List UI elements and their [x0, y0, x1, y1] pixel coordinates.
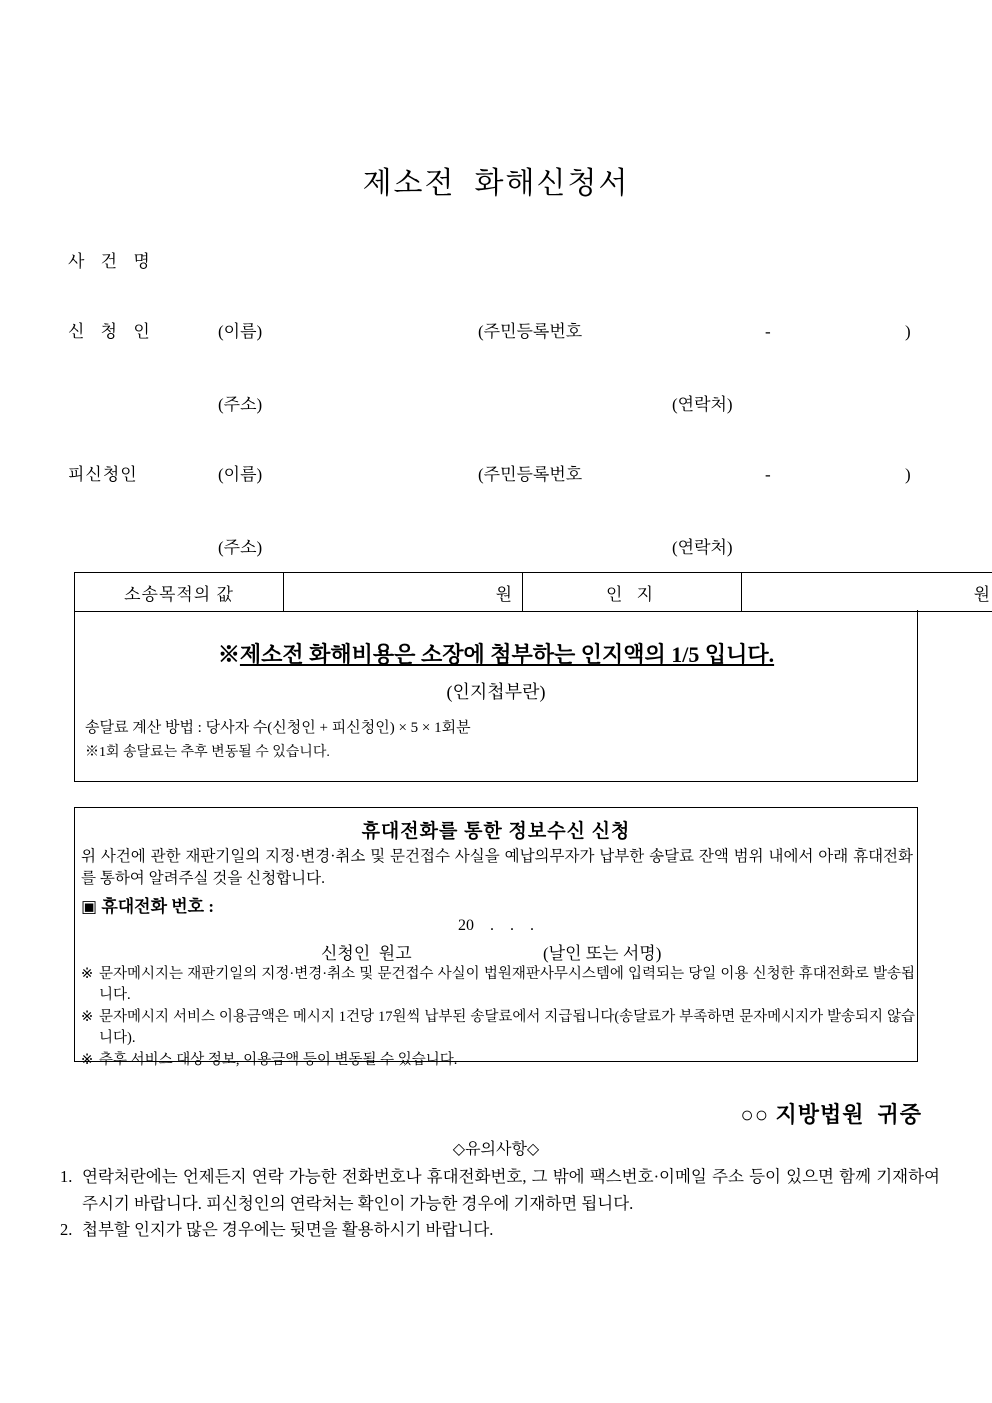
respondent-contact-label: (연락처) — [672, 538, 733, 557]
phone-number-label: 휴대전화 번호 : — [101, 897, 215, 916]
date-line[interactable]: 20 . . . — [458, 917, 534, 934]
caution-number: 2. — [60, 1220, 73, 1240]
sms-notes-list — [81, 964, 915, 1072]
list-item — [81, 1050, 915, 1071]
stamp-attach-box — [74, 610, 918, 782]
sms-box-body: 위 사건에 관한 재판기일의 지정·변경·취소 및 문건접수 사실을 예납의무자가 납부한 송달료 잔액 범위 내에서 아래 휴대전화를 통하여 알려주실 것을 신청합니다. — [81, 848, 913, 887]
sms-notification-box — [74, 807, 918, 1069]
note-text: 문자메시지 서비스 이용금액은 메시지 1건당 17원씩 납부된 송달료에서 지급됩니다(송달료가 부족하면 문자메시지가 발송되지 않습니다). — [99, 1009, 915, 1047]
cautions-title: ◇유의사항◇ — [452, 1141, 540, 1158]
note-mark-icon: ※ — [81, 1009, 94, 1026]
applicant-role-label: 신 청 인 — [68, 322, 156, 341]
suit-value-unit: 원 — [495, 584, 512, 604]
applicant-name-label: (이름) — [218, 322, 263, 341]
note-text: 추후 서비스 대상 정보, 이용금액 등이 변동될 수 있습니다. — [99, 1052, 458, 1069]
delivery-fee-formula: 송달료 계산 방법 : 당사자 수(신청인 + 피신청인) × 5 × 1회분 — [85, 720, 471, 736]
note-mark-icon: ※ — [81, 966, 94, 982]
stamp-fee-notice — [75, 638, 917, 669]
list-item — [81, 964, 915, 1006]
applicant-contact-label: (연락처) — [672, 395, 733, 414]
checkbox-filled-icon[interactable]: ▣ — [81, 897, 98, 916]
page-title: 제소전 화해신청서 — [362, 167, 630, 200]
signature-label: (날인 또는 서명) — [543, 944, 662, 963]
notice-text: 제소전 화해비용은 소장에 첨부하는 인지액의 1/5 입니다. — [239, 642, 775, 667]
respondent-name-label: (이름) — [218, 465, 263, 484]
cautions-list — [60, 1164, 940, 1244]
delivery-fee-note: ※1회 송달료는 추후 변동될 수 있습니다. — [85, 745, 330, 760]
applicant-rrn-label: (주민등록번호 — [478, 322, 583, 341]
respondent-role-label: 피신청인 — [68, 465, 138, 484]
suit-value-amount-cell[interactable] — [284, 573, 523, 612]
applicant-rrn-dash: - — [765, 322, 771, 341]
case-name-label: 사 건 명 — [68, 252, 156, 271]
respondent-rrn-dash: - — [765, 465, 771, 484]
respondent-rrn-label: (주민등록번호 — [478, 465, 583, 484]
caution-number: 1. — [60, 1167, 73, 1186]
stamp-attach-area-label: (인지첩부란) — [446, 682, 546, 702]
stamp-unit: 원 — [973, 584, 990, 604]
fee-table — [74, 572, 992, 612]
sms-box-title: 휴대전화를 통한 정보수신 신청 — [361, 821, 631, 842]
respondent-address-label: (주소) — [218, 538, 263, 557]
caution-text: 연락처란에는 언제든지 연락 가능한 전화번호나 휴대전화번호, 그 밖에 팩스번호·이메일 주소 등이 있으면 함께 기재하여 주시기 바랍니다. 피신청인의 연락처는 확인이 가능한 경우에 기재하면 됩니다. — [82, 1167, 940, 1213]
caution-text: 첩부할 인지가 많은 경우에는 뒷면을 활용하시기 바랍니다. — [82, 1220, 494, 1240]
signer-label: 신청인 원고 — [321, 944, 412, 963]
note-text: 문자메시지는 재판기일의 지정·변경·취소 및 문건접수 사실이 법원재판사무시스템에 입력되는 당일 이용 신청한 휴대전화로 발송됩니다. — [99, 966, 915, 1004]
applicant-rrn-close-paren: ) — [905, 322, 911, 341]
suit-value-label: 소송목적의 값 — [75, 573, 284, 612]
list-item — [60, 1217, 940, 1244]
court-addressee: ○○ 지방법원 귀중 — [740, 1102, 922, 1127]
case-name-value[interactable] — [218, 252, 908, 272]
respondent-rrn-close-paren: ) — [905, 465, 911, 484]
stamp-label: 인 지 — [523, 573, 742, 612]
table-row — [75, 573, 992, 612]
list-item — [81, 1007, 915, 1049]
list-item — [60, 1164, 940, 1217]
note-mark-icon: ※ — [81, 1052, 94, 1069]
applicant-address-label: (주소) — [218, 395, 263, 414]
phone-number-row[interactable] — [81, 892, 218, 917]
stamp-amount-cell[interactable] — [742, 573, 992, 612]
notice-mark-icon: ※ — [217, 642, 240, 667]
